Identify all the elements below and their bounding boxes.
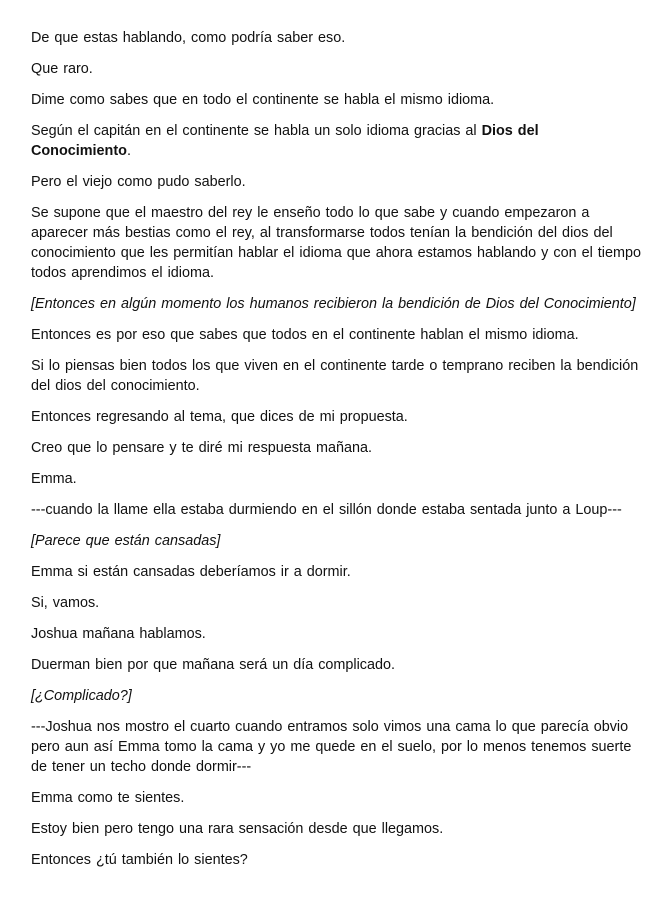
paragraph: Si, vamos. [31, 595, 100, 611]
paragraph: Si lo piensas bien todos los que viven en el continente tarde o temprano reciben la bendición del dios del conocimiento. [31, 358, 639, 394]
thought-paragraph: [¿Complicado?] [31, 688, 132, 704]
paragraph: ---cuando la llame ella estaba durmiendo en el sillón donde estaba sentada junto a Loup--- [31, 502, 622, 518]
bold-term: Dios del Conocimiento [31, 123, 539, 159]
paragraph: Dime como sabes que en todo el continente se habla el mismo idioma. [31, 92, 495, 108]
paragraph: ---Joshua nos mostro el cuarto cuando entramos solo vimos una cama lo que parecía obvio pero aun así Emma tomo la cama y yo me quede en el suelo, por lo menos tenemos suerte de tener un techo donde dormir--- [31, 719, 632, 775]
thought-paragraph: [Parece que están cansadas] [31, 533, 221, 549]
paragraph: Entonces ¿tú también lo sientes? [31, 852, 248, 868]
paragraph: Entonces regresando al tema, que dices de mi propuesta. [31, 409, 408, 425]
paragraph: Creo que lo pensare y te diré mi respuesta mañana. [31, 440, 372, 456]
paragraph: Duerman bien por que mañana será un día complicado. [31, 657, 395, 673]
paragraph-with-bold [31, 121, 641, 161]
paragraph: Se supone que el maestro del rey le enseño todo lo que sabe y cuando empezaron a aparecer más bestias como el rey, al transformarse todos tenían la bendición del dios del conocimiento que les permitían hablar el idioma que ahora estamos hablando y con el tiempo todos aprendimos el idioma. [31, 205, 641, 281]
paragraph-text: Según el capitán en el continente se habla un solo idioma gracias al [31, 123, 482, 139]
paragraph: Entonces es por eso que sabes que todos en el continente hablan el mismo idioma. [31, 327, 579, 343]
paragraph-text: . [126, 143, 131, 159]
paragraph: Que raro. [31, 61, 93, 77]
paragraph: Pero el viejo como pudo saberlo. [31, 174, 246, 190]
paragraph: Emma como te sientes. [31, 790, 185, 806]
paragraph: De que estas hablando, como podría saber eso. [31, 30, 346, 46]
paragraph: Emma si están cansadas deberíamos ir a dormir. [31, 564, 351, 580]
paragraph: Joshua mañana hablamos. [31, 626, 206, 642]
thought-paragraph: [Entonces en algún momento los humanos recibieron la bendición de Dios del Conocimiento] [31, 296, 636, 312]
paragraph: Estoy bien pero tengo una rara sensación desde que llegamos. [31, 821, 444, 837]
paragraph: Emma. [31, 471, 77, 487]
